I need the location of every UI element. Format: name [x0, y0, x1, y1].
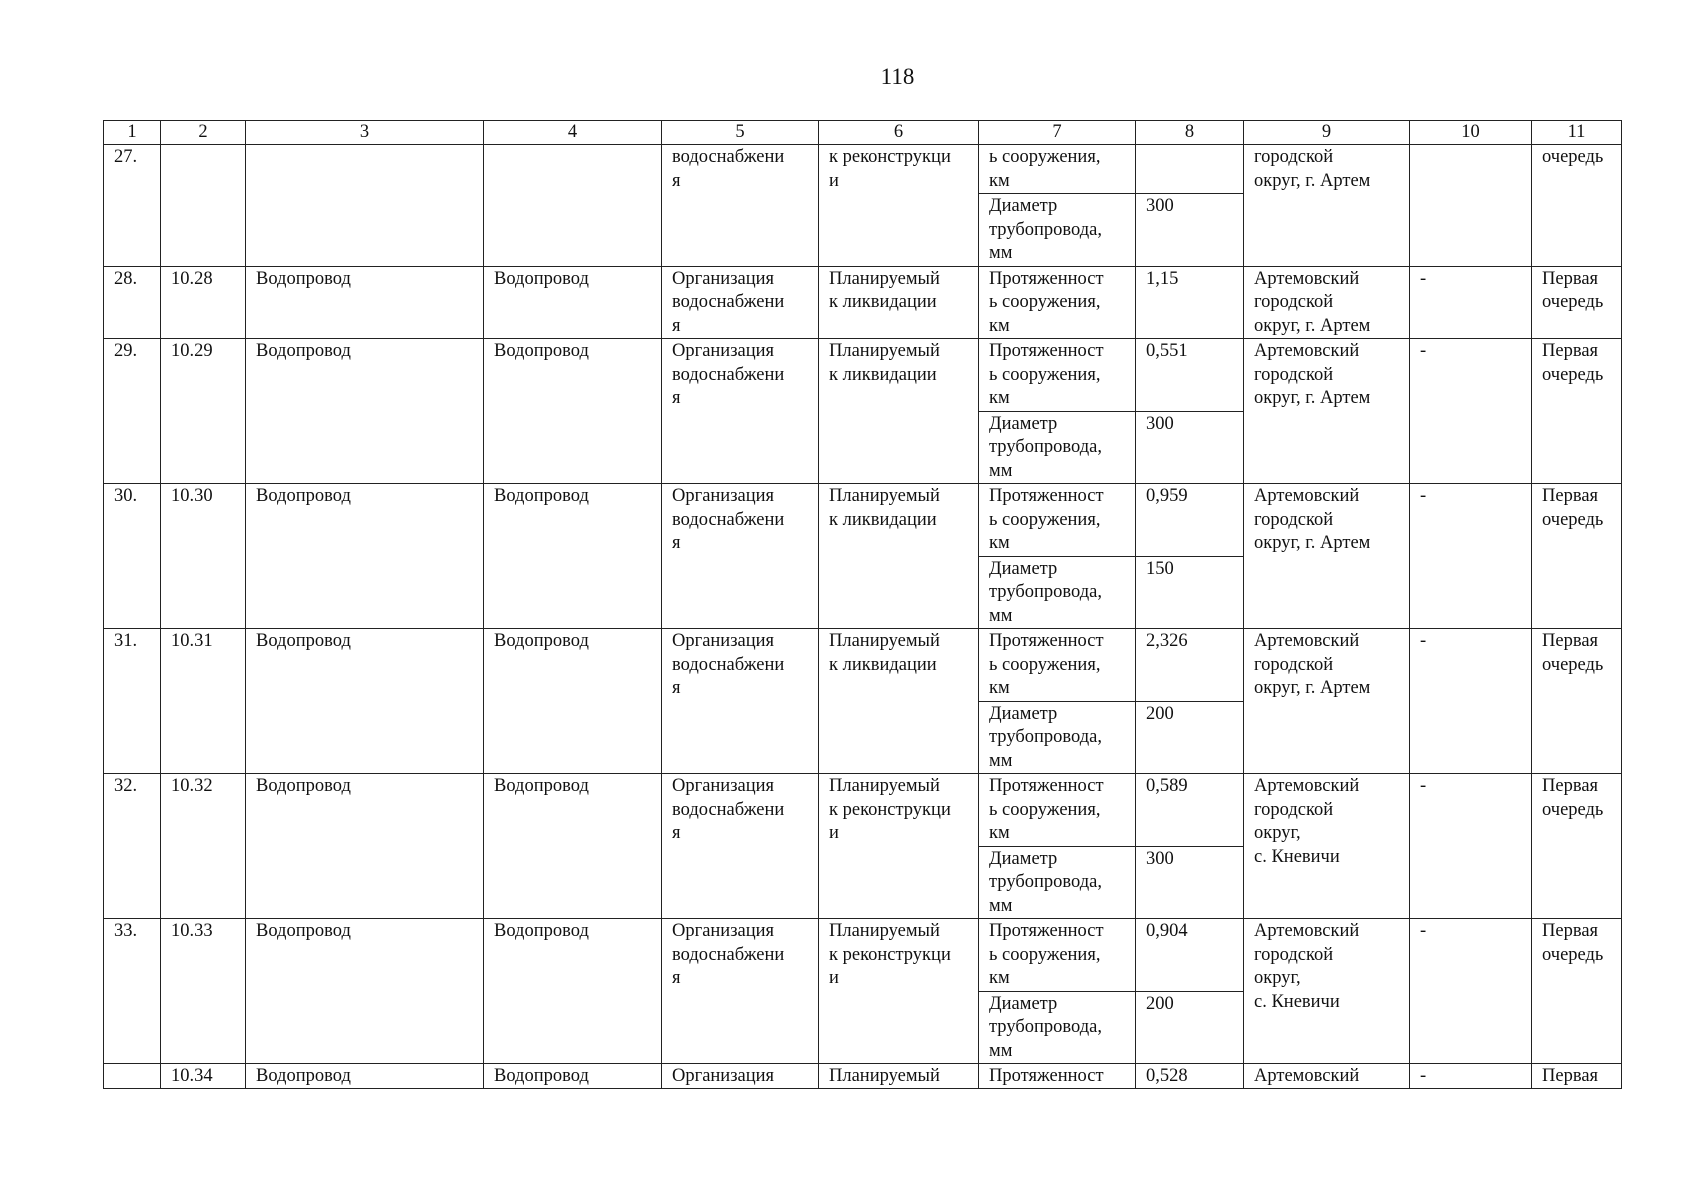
table-body: [104, 145, 1622, 1089]
code-cell: 10.29: [161, 339, 246, 484]
type-cell: Водопровод: [484, 919, 662, 1064]
zone-cell: -: [1410, 339, 1532, 484]
name-cell: Водопровод: [246, 774, 484, 919]
param-value-cell: 300: [1136, 194, 1244, 267]
param-value-cell: 1,15: [1136, 266, 1244, 339]
param-label-cell: Диаметр трубопровода, мм: [979, 194, 1136, 267]
purpose-cell: водоснабжени я: [662, 145, 819, 267]
location-cell: городской округ, г. Артем: [1244, 145, 1410, 267]
status-cell: Планируемый к ликвидации: [819, 266, 979, 339]
table-row: [104, 774, 1622, 847]
location-cell: Артемовский: [1244, 1064, 1410, 1089]
param-value-cell: 0,551: [1136, 339, 1244, 412]
name-cell: Водопровод: [246, 339, 484, 484]
name-cell: Водопровод: [246, 1064, 484, 1089]
row-number-cell: 28.: [104, 266, 161, 339]
status-cell: Планируемый к реконструкци и: [819, 919, 979, 1064]
status-cell: Планируемый к реконструкци и: [819, 774, 979, 919]
stage-cell: Первая очередь: [1532, 484, 1622, 629]
param-value-cell: [1136, 145, 1244, 194]
stage-cell: Первая: [1532, 1064, 1622, 1089]
zone-cell: -: [1410, 484, 1532, 629]
stage-cell: очередь: [1532, 145, 1622, 267]
location-cell: Артемовский городской округ, с. Кневичи: [1244, 774, 1410, 919]
code-cell: 10.32: [161, 774, 246, 919]
name-cell: Водопровод: [246, 484, 484, 629]
param-value-cell: 300: [1136, 846, 1244, 919]
param-value-cell: 200: [1136, 991, 1244, 1064]
location-cell: Артемовский городской округ, г. Артем: [1244, 629, 1410, 774]
type-cell: Водопровод: [484, 629, 662, 774]
table-row: [104, 1064, 1622, 1089]
column-header: 9: [1244, 121, 1410, 145]
purpose-cell: Организация водоснабжени я: [662, 919, 819, 1064]
code-cell: [161, 145, 246, 267]
column-header: 6: [819, 121, 979, 145]
column-header: 8: [1136, 121, 1244, 145]
stage-cell: Первая очередь: [1532, 774, 1622, 919]
stage-cell: Первая очередь: [1532, 266, 1622, 339]
type-cell: Водопровод: [484, 1064, 662, 1089]
row-number-cell: 29.: [104, 339, 161, 484]
status-cell: Планируемый к ликвидации: [819, 339, 979, 484]
type-cell: Водопровод: [484, 266, 662, 339]
row-number-cell: [104, 1064, 161, 1089]
param-value-cell: 200: [1136, 701, 1244, 774]
param-label-cell: Протяженност: [979, 1064, 1136, 1089]
purpose-cell: Организация водоснабжени я: [662, 484, 819, 629]
location-cell: Артемовский городской округ, г. Артем: [1244, 484, 1410, 629]
zone-cell: -: [1410, 774, 1532, 919]
row-number-cell: 33.: [104, 919, 161, 1064]
column-header: 3: [246, 121, 484, 145]
zone-cell: [1410, 145, 1532, 267]
column-header: 10: [1410, 121, 1532, 145]
zone-cell: -: [1410, 266, 1532, 339]
column-header: 7: [979, 121, 1136, 145]
param-label-cell: Протяженност ь сооружения, км: [979, 919, 1136, 992]
status-cell: Планируемый: [819, 1064, 979, 1089]
table-row: [104, 145, 1622, 194]
param-value-cell: 150: [1136, 556, 1244, 629]
purpose-cell: Организация: [662, 1064, 819, 1089]
data-table: [103, 120, 1622, 1089]
column-header: 11: [1532, 121, 1622, 145]
stage-cell: Первая очередь: [1532, 919, 1622, 1064]
param-label-cell: ь сооружения, км: [979, 145, 1136, 194]
param-value-cell: 300: [1136, 411, 1244, 484]
param-value-cell: 0,589: [1136, 774, 1244, 847]
row-number-cell: 31.: [104, 629, 161, 774]
row-number-cell: 30.: [104, 484, 161, 629]
param-label-cell: Протяженност ь сооружения, км: [979, 266, 1136, 339]
param-label-cell: Протяженност ь сооружения, км: [979, 339, 1136, 412]
zone-cell: -: [1410, 919, 1532, 1064]
purpose-cell: Организация водоснабжени я: [662, 774, 819, 919]
param-label-cell: Диаметр трубопровода, мм: [979, 701, 1136, 774]
param-label-cell: Протяженност ь сооружения, км: [979, 629, 1136, 702]
param-label-cell: Диаметр трубопровода, мм: [979, 846, 1136, 919]
column-header: 4: [484, 121, 662, 145]
location-cell: Артемовский городской округ, с. Кневичи: [1244, 919, 1410, 1064]
table-row: [104, 629, 1622, 702]
location-cell: Артемовский городской округ, г. Артем: [1244, 339, 1410, 484]
location-cell: Артемовский городской округ, г. Артем: [1244, 266, 1410, 339]
table-row: [104, 339, 1622, 412]
type-cell: Водопровод: [484, 339, 662, 484]
table-row: [104, 266, 1622, 339]
type-cell: Водопровод: [484, 774, 662, 919]
table-row: [104, 919, 1622, 992]
status-cell: к реконструкци и: [819, 145, 979, 267]
code-cell: 10.34: [161, 1064, 246, 1089]
param-value-cell: 0,528: [1136, 1064, 1244, 1089]
param-value-cell: 2,326: [1136, 629, 1244, 702]
param-label-cell: Диаметр трубопровода, мм: [979, 991, 1136, 1064]
param-value-cell: 0,959: [1136, 484, 1244, 557]
name-cell: Водопровод: [246, 266, 484, 339]
purpose-cell: Организация водоснабжени я: [662, 339, 819, 484]
name-cell: [246, 145, 484, 267]
code-cell: 10.31: [161, 629, 246, 774]
param-value-cell: 0,904: [1136, 919, 1244, 992]
param-label-cell: Диаметр трубопровода, мм: [979, 411, 1136, 484]
code-cell: 10.28: [161, 266, 246, 339]
status-cell: Планируемый к ликвидации: [819, 629, 979, 774]
purpose-cell: Организация водоснабжени я: [662, 266, 819, 339]
param-label-cell: Протяженност ь сооружения, км: [979, 774, 1136, 847]
param-label-cell: Протяженност ь сооружения, км: [979, 484, 1136, 557]
type-cell: [484, 145, 662, 267]
zone-cell: -: [1410, 629, 1532, 774]
stage-cell: Первая очередь: [1532, 629, 1622, 774]
row-number-cell: 27.: [104, 145, 161, 267]
name-cell: Водопровод: [246, 919, 484, 1064]
column-header: 1: [104, 121, 161, 145]
status-cell: Планируемый к ликвидации: [819, 484, 979, 629]
purpose-cell: Организация водоснабжени я: [662, 629, 819, 774]
type-cell: Водопровод: [484, 484, 662, 629]
column-header: 5: [662, 121, 819, 145]
zone-cell: -: [1410, 1064, 1532, 1089]
param-label-cell: Диаметр трубопровода, мм: [979, 556, 1136, 629]
name-cell: Водопровод: [246, 629, 484, 774]
page-number: 118: [880, 64, 915, 89]
table-row: [104, 484, 1622, 557]
stage-cell: Первая очередь: [1532, 339, 1622, 484]
code-cell: 10.30: [161, 484, 246, 629]
column-header: 2: [161, 121, 246, 145]
row-number-cell: 32.: [104, 774, 161, 919]
column-number-row: [104, 121, 1622, 145]
code-cell: 10.33: [161, 919, 246, 1064]
